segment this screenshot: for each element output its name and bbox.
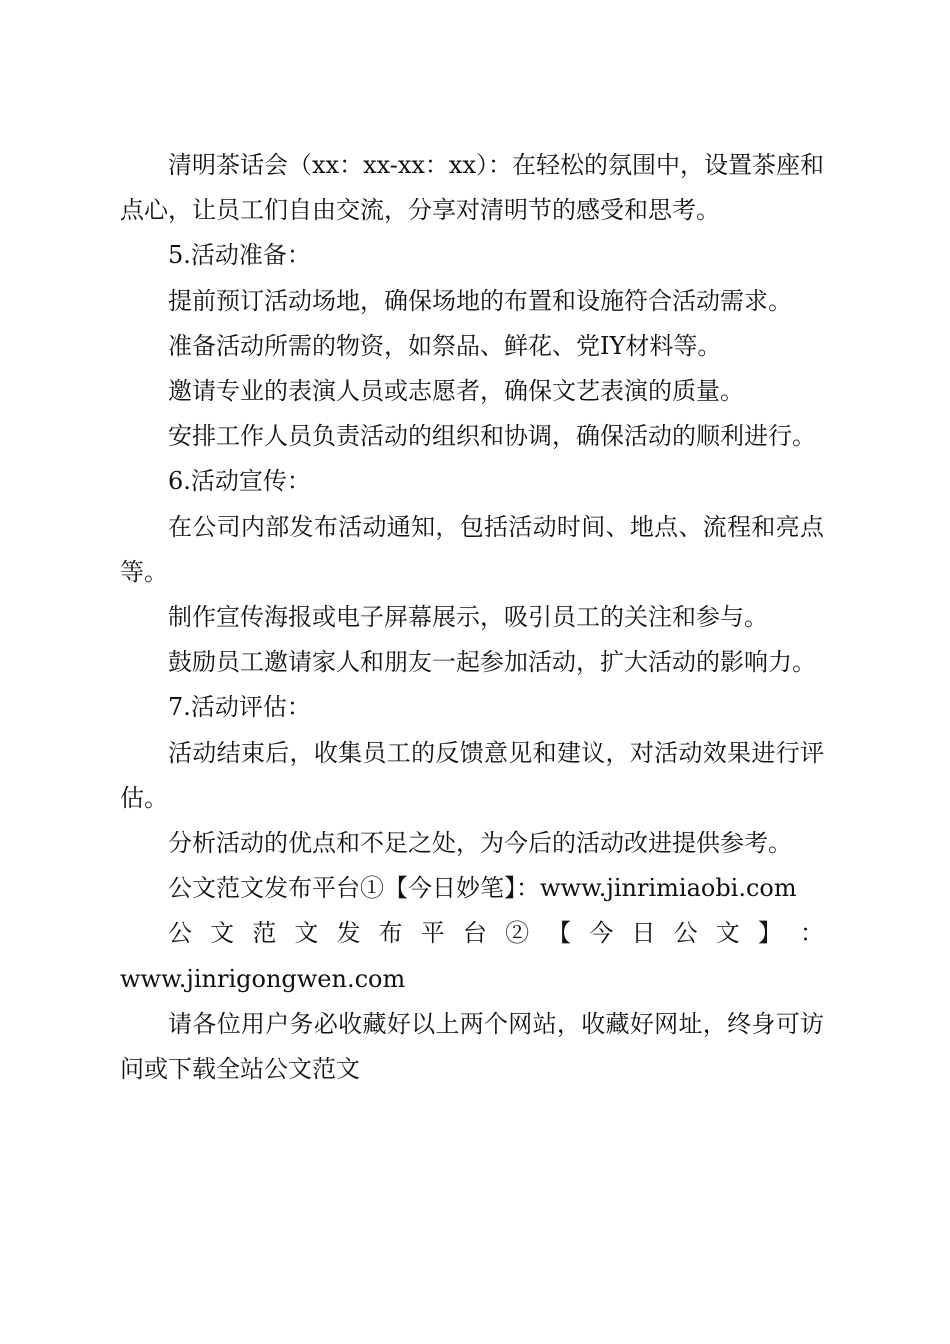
paragraph-make-posters: 制作宣传海报或电子屏幕展示，吸引员工的关注和参与。 [168,603,768,632]
heading-activity-evaluation: 7.活动评估： [168,693,311,722]
paragraph-arrange-staff: 安排工作人员负责活动的组织和协调，确保活动的顺利进行。 [168,422,816,451]
paragraph-analyze: 分析活动的优点和不足之处，为今后的活动改进提供参考。 [168,829,792,858]
document-body [120,143,824,1092]
heading-activity-promotion: 6.活动宣传： [168,467,311,496]
paragraph-book-venue: 提前预订活动场地，确保场地的布置和设施符合活动需求。 [168,286,792,315]
paragraph-collect-feedback: 活动结束后，收集员工的反馈意见和建议，对活动效果进行评估。 [120,738,824,812]
platform-2-url: www.jinrigongwen.com [120,964,406,993]
platform-1-line: 公文范文发布平台①【今日妙笔】：www.jinrimiaobi.com [168,874,797,903]
paragraph-publish-notice: 在公司内部发布活动通知，包括活动时间、地点、流程和亮点等。 [120,512,824,586]
heading-activity-preparation: 5.活动准备： [168,241,311,270]
paragraph-tea-party: 清明茶话会（xx：xx-xx：xx）：在轻松的氛围中，设置茶座和点心，让员工们自由交流，分享对清明节的感受和思考。 [120,151,824,225]
paragraph-invite-family: 鼓励员工邀请家人和朋友一起参加活动，扩大活动的影响力。 [168,648,816,677]
platform-2-line: 公 文 范 文 发 布 平 台 ② 【 今 日 公 文 】 ： [168,919,824,948]
paragraph-prepare-materials: 准备活动所需的物资，如祭品、鲜花、党IY材料等。 [168,331,722,360]
paragraph-invite-performers: 邀请专业的表演人员或志愿者，确保文艺表演的质量。 [168,377,744,406]
closing-paragraph: 请各位用户务必收藏好以上两个网站，收藏好网址，终身可访问或下载全站公文范文 [120,1009,824,1084]
